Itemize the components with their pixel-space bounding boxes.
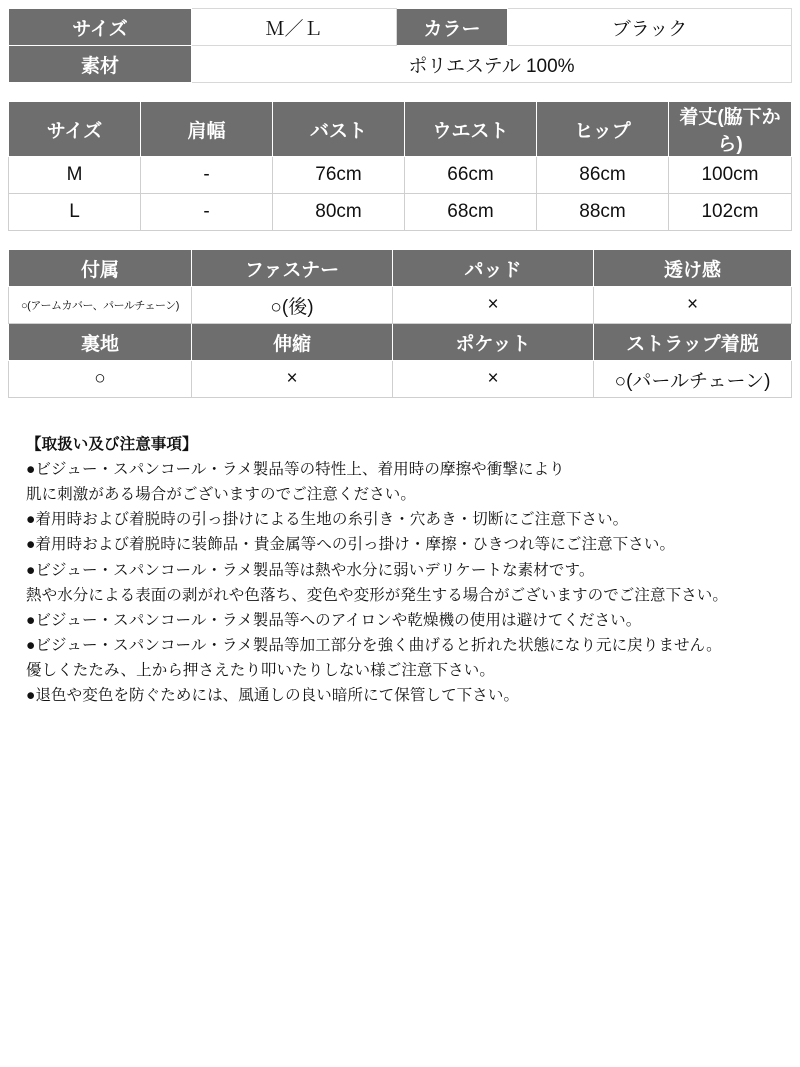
- size-chart-cell: M: [9, 157, 141, 194]
- feature-chart-table: [8, 249, 792, 398]
- table-row: [9, 324, 792, 361]
- spacer: [8, 231, 792, 249]
- feature-header-sheerness: 透け感: [594, 250, 792, 287]
- spacer: [8, 83, 792, 101]
- product-info-table: [8, 8, 792, 83]
- size-chart-cell: L: [9, 194, 141, 231]
- care-note-line: ●退色や変色を防ぐためには、風通しの良い暗所にて保管して下さい。: [26, 687, 520, 705]
- feature-value-pocket: ×: [393, 361, 594, 398]
- feature-value-sheerness: ×: [594, 287, 792, 324]
- size-chart-cell: 80cm: [273, 194, 405, 231]
- feature-value-attachment: ○(アームカバー、パールチェーン): [9, 287, 192, 324]
- table-row: [9, 157, 792, 194]
- care-note-line: ●ビジュー・スパンコール・ラメ製品等は熱や水分に弱いデリケートな素材です。: [26, 561, 595, 579]
- feature-value-strap: ○(パールチェーン): [594, 361, 792, 398]
- care-note-line: 優しくたたみ、上から押さえたり叩いたりしない様ご注意下さい。: [26, 661, 495, 679]
- info-value-size: Ｍ／Ｌ: [192, 9, 397, 46]
- care-note-line: 肌に刺激がある場合がございますのでご注意ください。: [26, 486, 417, 504]
- feature-value-lining: ○: [9, 361, 192, 398]
- info-label-size: サイズ: [9, 9, 192, 46]
- info-value-color: ブラック: [508, 9, 792, 46]
- size-chart-header-waist: ウエスト: [405, 102, 537, 157]
- care-note-line: ●ビジュー・スパンコール・ラメ製品等加工部分を強く曲げると折れた状態になり元に戻りません。: [26, 636, 722, 654]
- size-chart-cell: 68cm: [405, 194, 537, 231]
- size-chart-cell: 100cm: [669, 157, 792, 194]
- care-note-line: ●ビジュー・スパンコール・ラメ製品等へのアイロンや乾燥機の使用は避けてください。: [26, 611, 642, 629]
- table-row: [9, 46, 792, 83]
- care-note-line: ●着用時および着脱時に装飾品・貴金属等への引っ掛け・摩擦・ひきつれ等にご注意下さい。: [26, 536, 676, 554]
- size-chart-header-shoulder: 肩幅: [141, 102, 273, 157]
- info-value-material: ポリエステル 100%: [192, 46, 792, 83]
- feature-header-zipper: ファスナー: [192, 250, 393, 287]
- care-note-line: ●ビジュー・スパンコール・ラメ製品等の特性上、着用時の摩擦や衝撃により: [26, 461, 565, 479]
- table-row: [9, 361, 792, 398]
- feature-header-attachment: 付属: [9, 250, 192, 287]
- table-row: [9, 102, 792, 157]
- size-chart-cell: -: [141, 157, 273, 194]
- info-label-color: カラー: [397, 9, 508, 46]
- care-notes: [26, 432, 792, 708]
- table-row: [9, 287, 792, 324]
- size-chart-cell: 86cm: [537, 157, 669, 194]
- size-chart-cell: 88cm: [537, 194, 669, 231]
- size-chart-cell: 66cm: [405, 157, 537, 194]
- feature-header-stretch: 伸縮: [192, 324, 393, 361]
- size-chart-header-size: サイズ: [9, 102, 141, 157]
- size-chart-header-hip: ヒップ: [537, 102, 669, 157]
- size-chart-header-bust: バスト: [273, 102, 405, 157]
- feature-header-lining: 裏地: [9, 324, 192, 361]
- table-row: [9, 250, 792, 287]
- feature-header-pocket: ポケット: [393, 324, 594, 361]
- size-chart-header-length: 着丈(脇下から): [669, 102, 792, 157]
- size-chart-cell: -: [141, 194, 273, 231]
- feature-header-pad: パッド: [393, 250, 594, 287]
- feature-value-pad: ×: [393, 287, 594, 324]
- care-note-line: 熱や水分による表面の剥がれや色落ち、変色や変形が発生する場合がございますのでご注意下さい。: [26, 586, 729, 604]
- size-chart-table: [8, 101, 792, 231]
- table-row: [9, 9, 792, 46]
- feature-value-stretch: ×: [192, 361, 393, 398]
- table-row: [9, 194, 792, 231]
- feature-header-strap: ストラップ着脱: [594, 324, 792, 361]
- care-notes-title: 【取扱い及び注意事項】: [26, 436, 198, 453]
- feature-value-zipper: ○(後): [192, 287, 393, 324]
- info-label-material: 素材: [9, 46, 192, 83]
- care-note-line: ●着用時および着脱時の引っ掛けによる生地の糸引き・穴あき・切断にご注意下さい。: [26, 511, 629, 529]
- size-chart-cell: 102cm: [669, 194, 792, 231]
- size-chart-cell: 76cm: [273, 157, 405, 194]
